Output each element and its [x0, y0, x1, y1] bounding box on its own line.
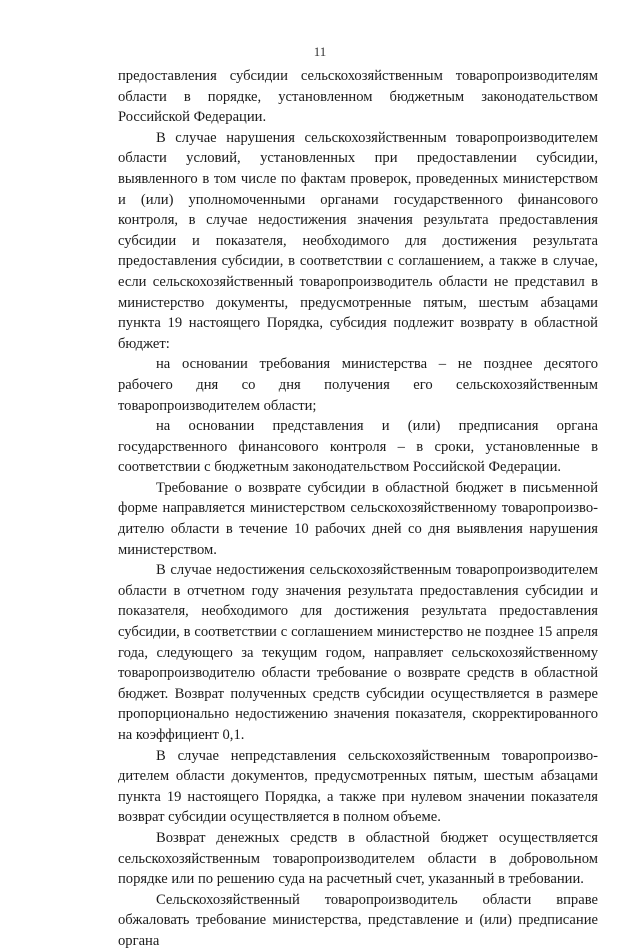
paragraph-control-body-order: на основании представления и (или) предписания органа государственного финансового контроля – в сроки, установленные в соответствии с бюджетным законодательством Российской Федерации.	[118, 418, 598, 476]
paragraph-violation-cases: В случае нарушения сельскохозяйственным товаропроизводителем области условий, установленных при предоставлении субсидии, выявленного в том числе по фактам проверок, проведенных министерством и (или) уполномоченными органами государственного финансового контроля, в случае недостижения значения результата предоставления субсидии и показателя, необходимого для достижения результата предоставления субсидии, в соответствии с соглашением, а также в случае, если сельскохозяйственный товаропроизводитель области не представил в министерство документы, предусмотренные пятым, шестым абзацами пункта 19 настоящего Порядка, субсидия подлежит возврату в областной бюджет:	[118, 129, 598, 352]
paragraph-refund-procedure: Возврат денежных средств в областной бюджет осуществляется сельскохозяйственным товаропроизводителем области в добровольном порядке или по решению суда на расчетный счет, указанный в требовании.	[118, 829, 598, 888]
document-body	[118, 66, 598, 952]
page-number: 11	[313, 44, 327, 59]
paragraph-written-demand: Требование о возврате субсидии в областной бюджет в письменной форме направляется министерством сельскохозяйственному товаропроизводителю области в течение 10 рабочих дней со дня выявления нарушения министерством.	[118, 479, 598, 558]
paragraph-nonsubmission: В случае непредставления сельскохозяйственным товаропроизводителем области документов, предусмотренных пятым, шестым абзацами пункта 19 настоящего Порядка, а также при нулевом значении показателя возврат субсидии осуществляется в полном объеме.	[118, 747, 598, 826]
paragraph-underachievement: В случае недостижения сельскохозяйственным товаропроизводителем области в отчетном году значения результата предоставления субсидии и показателя, необходимого для достижения результата предоставления субсидии, в соответствии с соглашением министерство не позднее 15 апреля года, следующего за текущим годом, направляет сельскохозяйственному товаропроизводителю области требование о возврате средств в областной бюджет. Возврат полученных средств субсидии осуществляется в размере пропорционально недостижению значения показателя, скорректированного на коэффициент 0,1.	[118, 562, 598, 743]
paragraph-continuation: предоставления субсидии сельскохозяйственным товаропроизводителям области в порядке, установленном бюджетным законодательством Российской Федерации.	[118, 68, 598, 126]
paragraph-appeal-right: Сельскохозяйственный товаропроизводитель области вправе обжаловать требование министерства, представление и (или) предписание органа	[118, 891, 598, 949]
paragraph-ministry-demand: на основании требования министерства – не позднее десятого рабочего дня со дня получения его сельскохозяйственным товаропроизводителем области;	[118, 356, 598, 414]
